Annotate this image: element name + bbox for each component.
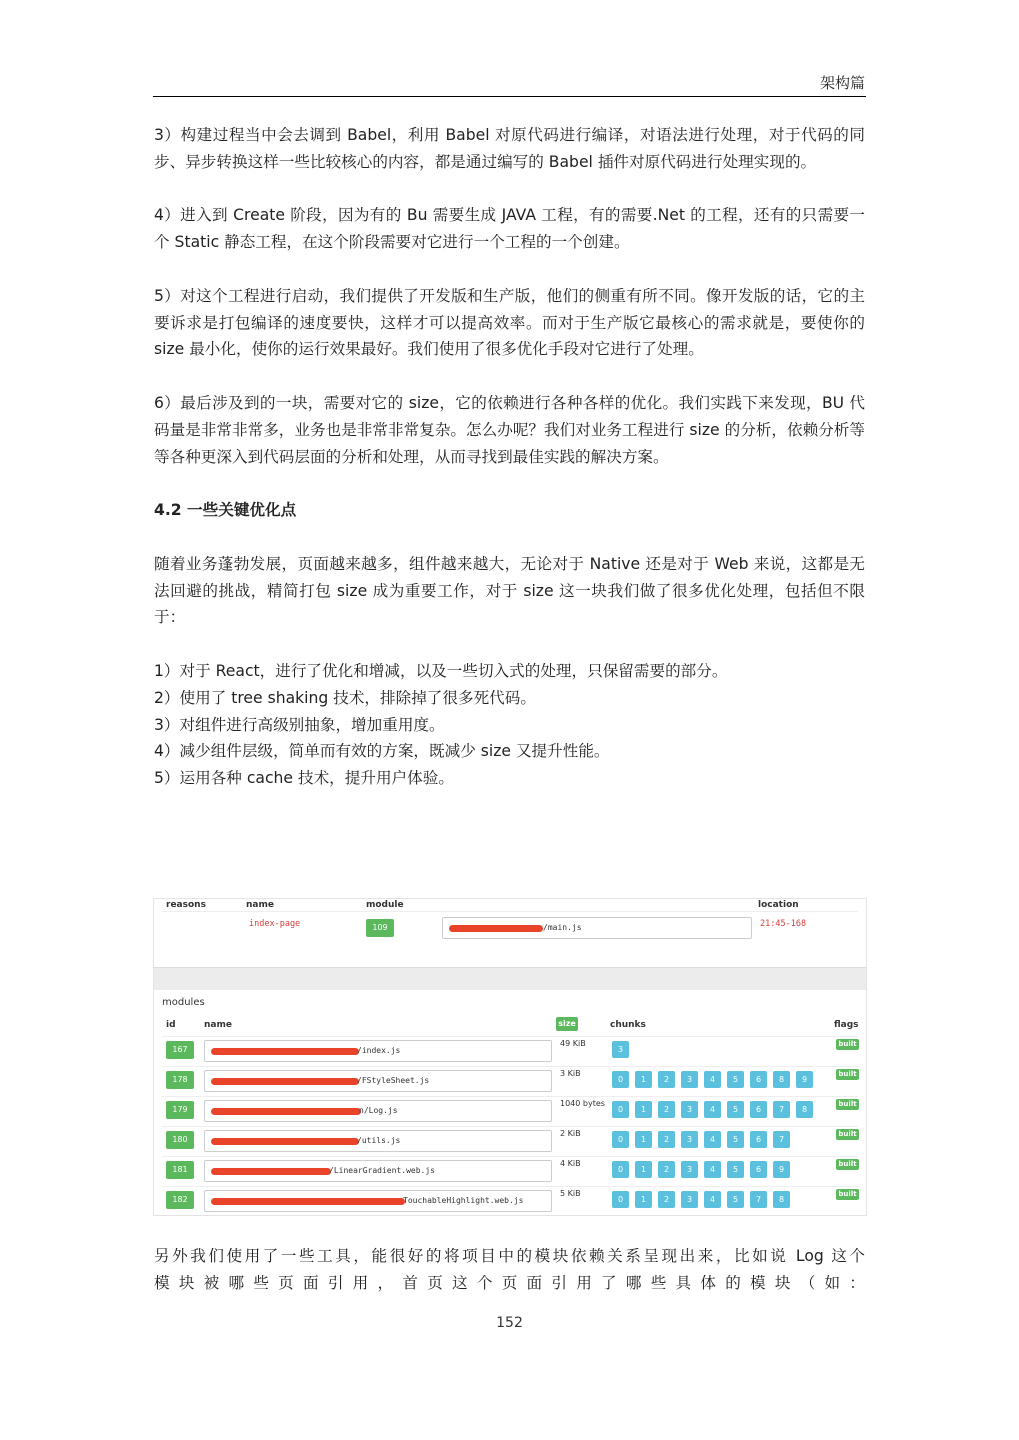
module-id-badge[interactable]: 109 xyxy=(366,919,394,937)
redaction-mark xyxy=(211,1198,405,1205)
chunk-badge[interactable]: 5 xyxy=(727,1131,744,1148)
chunk-badge[interactable]: 1 xyxy=(635,1071,652,1088)
chunk-badge[interactable]: 0 xyxy=(612,1161,629,1178)
row-divider xyxy=(162,1126,858,1127)
module-row xyxy=(154,1129,866,1159)
module-path: /FStyleSheet.js xyxy=(357,1076,430,1085)
chunk-badge[interactable]: 9 xyxy=(796,1071,813,1088)
list-item: 5）运用各种 cache 技术，提升用户体验。 xyxy=(154,769,454,788)
chunk-badge[interactable]: 1 xyxy=(635,1191,652,1208)
module-size: 3 KiB xyxy=(560,1069,581,1078)
list-item: 3）对组件进行高级别抽象，增加重用度。 xyxy=(154,715,445,734)
module-id-badge[interactable]: 167 xyxy=(166,1041,194,1059)
module-path-box xyxy=(204,1190,552,1212)
panel-separator xyxy=(154,967,866,990)
chunk-badge[interactable]: 4 xyxy=(704,1131,721,1148)
after-line-2: 模块被哪些页面引用，首页这个页面引用了哪些具体的模块（如： xyxy=(154,1273,865,1292)
module-id-badge[interactable]: 179 xyxy=(166,1101,194,1119)
module-path-box xyxy=(204,1040,552,1062)
row-divider xyxy=(162,1066,858,1067)
after-figure-paragraph xyxy=(154,1243,865,1297)
module-path: /index.js xyxy=(357,1046,401,1055)
redaction-mark xyxy=(211,1078,359,1085)
chunk-badge[interactable]: 1 xyxy=(635,1161,652,1178)
chunk-badge[interactable]: 5 xyxy=(727,1071,744,1088)
module-row xyxy=(154,1099,866,1129)
modules-chunks-header: chunks xyxy=(610,1020,646,1030)
reason-location: 21:45-168 xyxy=(760,919,807,929)
chunk-badge[interactable]: 6 xyxy=(750,1101,767,1118)
name-header: name xyxy=(246,900,274,910)
chunk-badge[interactable]: 4 xyxy=(704,1191,721,1208)
chunk-badge[interactable]: 7 xyxy=(773,1131,790,1148)
row-divider xyxy=(162,1156,858,1157)
module-row xyxy=(154,1189,866,1216)
reasons-header: reasons xyxy=(166,900,206,910)
module-row xyxy=(154,1159,866,1189)
paragraph-5: 5）对这个工程进行启动，我们提供了开发版和生产版，他们的侧重有所不同。像开发版的话，它的主要诉求是打包编译的速度要快，这样才可以提高效率。而对于生产版它最核心的需求就是，要使你的 size 最小化，使你的运行效果最好。我们使用了很多优化手段对它进行了处理。 xyxy=(154,286,865,359)
after-line-1: 另外我们使用了一些工具，能很好的将项目中的模块依赖关系呈现出来，比如说 Log 这个 xyxy=(154,1247,865,1265)
built-flag-badge: built xyxy=(836,1189,859,1200)
chunk-badge[interactable]: 1 xyxy=(635,1101,652,1118)
chunk-badge[interactable]: 2 xyxy=(658,1071,675,1088)
list-item: 2）使用了 tree shaking 技术，排除掉了很多死代码。 xyxy=(154,688,536,707)
optimization-list xyxy=(154,658,865,792)
chunk-badge[interactable]: 4 xyxy=(704,1161,721,1178)
chunk-badge[interactable]: 6 xyxy=(750,1131,767,1148)
built-flag-badge: built xyxy=(836,1159,859,1170)
chunk-badge[interactable]: 4 xyxy=(704,1101,721,1118)
body-content xyxy=(154,122,865,819)
chunk-badge[interactable]: 8 xyxy=(796,1101,813,1118)
module-row xyxy=(154,1069,866,1099)
built-flag-badge: built xyxy=(836,1129,859,1140)
module-header: module xyxy=(366,900,404,910)
chunk-badge[interactable]: 3 xyxy=(612,1041,629,1058)
module-path: TouchableHighlight.web.js xyxy=(403,1196,524,1205)
chunk-badge[interactable]: 3 xyxy=(681,1071,698,1088)
reasons-panel xyxy=(154,899,866,967)
redaction-mark xyxy=(211,1048,359,1055)
reason-path: /main.js xyxy=(543,923,582,932)
chunk-badge[interactable]: 3 xyxy=(681,1131,698,1148)
built-flag-badge: built xyxy=(836,1069,859,1080)
module-id-badge[interactable]: 182 xyxy=(166,1191,194,1209)
chunk-badge[interactable]: 5 xyxy=(727,1101,744,1118)
paragraph-3: 3）构建过程当中会去调到 Babel，利用 Babel 对原代码进行编译，对语法进行处理，对于代码的同步、异步转换这样一些比较核心的内容，都是通过编写的 Babel 插件对原代码进行处理实现的。 xyxy=(154,126,865,171)
chunk-badge[interactable]: 0 xyxy=(612,1101,629,1118)
chunk-badge[interactable]: 2 xyxy=(658,1191,675,1208)
module-id-badge[interactable]: 180 xyxy=(166,1131,194,1149)
chunk-badge[interactable]: 8 xyxy=(773,1071,790,1088)
chunk-badge[interactable]: 7 xyxy=(773,1101,790,1118)
module-path-box xyxy=(204,1070,552,1092)
row-divider xyxy=(162,1186,858,1187)
paragraph-4: 4）进入到 Create 阶段，因为有的 Bu 需要生成 JAVA 工程，有的需要.Net 的工程，还有的只需要一个 Static 静态工程，在这个阶段需要对它进行一个工程的一个创建。 xyxy=(154,206,865,252)
row-divider xyxy=(162,1036,858,1037)
module-row xyxy=(154,1039,866,1069)
chunk-badge[interactable]: 2 xyxy=(658,1161,675,1178)
redaction-mark xyxy=(211,1108,361,1115)
modules-title: modules xyxy=(162,997,205,1008)
reason-name[interactable]: index-page xyxy=(249,919,301,929)
chunk-badge[interactable]: 0 xyxy=(612,1071,629,1088)
webpack-stats-screenshot xyxy=(153,898,867,1216)
chunk-badge[interactable]: 8 xyxy=(773,1191,790,1208)
module-path: /LinearGradient.web.js xyxy=(329,1166,435,1175)
paragraph-6: 6）最后涉及到的一块，需要对它的 size，它的依赖进行各种各样的优化。我们实践下来发现，BU 代码量是非常非常多，业务也是非常非常复杂。怎么办呢？我们对业务工程进行 size 的分析，依赖分析等等各种更深入到代码层面的分析和处理，从而寻找到最佳实践的解决方案。 xyxy=(154,393,865,466)
chunk-badge[interactable]: 0 xyxy=(612,1131,629,1148)
chunk-badge[interactable]: 6 xyxy=(750,1161,767,1178)
chunk-badge[interactable]: 3 xyxy=(681,1161,698,1178)
chunk-badge[interactable]: 5 xyxy=(727,1161,744,1178)
module-path: /utils.js xyxy=(357,1136,401,1145)
modules-id-header: id xyxy=(166,1020,176,1030)
module-path-box xyxy=(204,1160,552,1182)
chunk-badge[interactable]: 5 xyxy=(727,1191,744,1208)
list-item: 4）减少组件层级，简单而有效的方案，既减少 size 又提升性能。 xyxy=(154,742,610,761)
list-item: 1）对于 React，进行了优化和增减，以及一些切入式的处理，只保留需要的部分。 xyxy=(154,661,728,680)
module-size: 2 KiB xyxy=(560,1129,581,1138)
module-size: 49 KiB xyxy=(560,1039,586,1048)
module-size: 1040 bytes xyxy=(560,1099,605,1108)
chunk-badge[interactable]: 2 xyxy=(658,1101,675,1118)
reason-path-box xyxy=(442,917,752,939)
chunk-badge[interactable]: 3 xyxy=(681,1191,698,1208)
modules-flags-header: flags xyxy=(834,1020,859,1030)
chunk-badge[interactable]: 3 xyxy=(681,1101,698,1118)
modules-size-header[interactable]: size xyxy=(556,1017,578,1031)
built-flag-badge: built xyxy=(836,1099,859,1110)
header-section-title: 架构篇 xyxy=(819,74,865,92)
location-header: location xyxy=(758,900,799,910)
divider xyxy=(162,911,858,912)
module-size: 5 KiB xyxy=(560,1189,581,1198)
chunk-badge[interactable]: 7 xyxy=(750,1191,767,1208)
section-intro: 随着业务蓬勃发展，页面越来越多，组件越来越大，无论对于 Native 还是对于 Web 来说，这都是无法回避的挑战，精简打包 size 成为重要工作，对于 size 这一块我们做了很多优化处理，包括但不限于： xyxy=(154,554,865,627)
chunk-badge[interactable]: 4 xyxy=(704,1071,721,1088)
redaction-mark xyxy=(211,1168,331,1175)
module-path-box xyxy=(204,1100,552,1122)
page-number: 152 xyxy=(496,1315,523,1331)
chunk-badge[interactable]: 0 xyxy=(612,1191,629,1208)
header-rule xyxy=(153,96,866,97)
module-path: n/Log.js xyxy=(359,1106,398,1115)
chunk-badge[interactable]: 2 xyxy=(658,1131,675,1148)
module-size: 4 KiB xyxy=(560,1159,581,1168)
redaction-mark xyxy=(449,925,543,932)
section-heading: 4.2 一些关键优化点 xyxy=(154,501,297,520)
chunk-badge[interactable]: 6 xyxy=(750,1071,767,1088)
module-path-box xyxy=(204,1130,552,1152)
module-id-badge[interactable]: 178 xyxy=(166,1071,194,1089)
module-id-badge[interactable]: 181 xyxy=(166,1161,194,1179)
chunk-badge[interactable]: 1 xyxy=(635,1131,652,1148)
modules-name-header: name xyxy=(204,1020,232,1030)
row-divider xyxy=(162,1096,858,1097)
built-flag-badge: built xyxy=(836,1039,859,1050)
chunk-badge[interactable]: 9 xyxy=(773,1161,790,1178)
redaction-mark xyxy=(211,1138,359,1145)
